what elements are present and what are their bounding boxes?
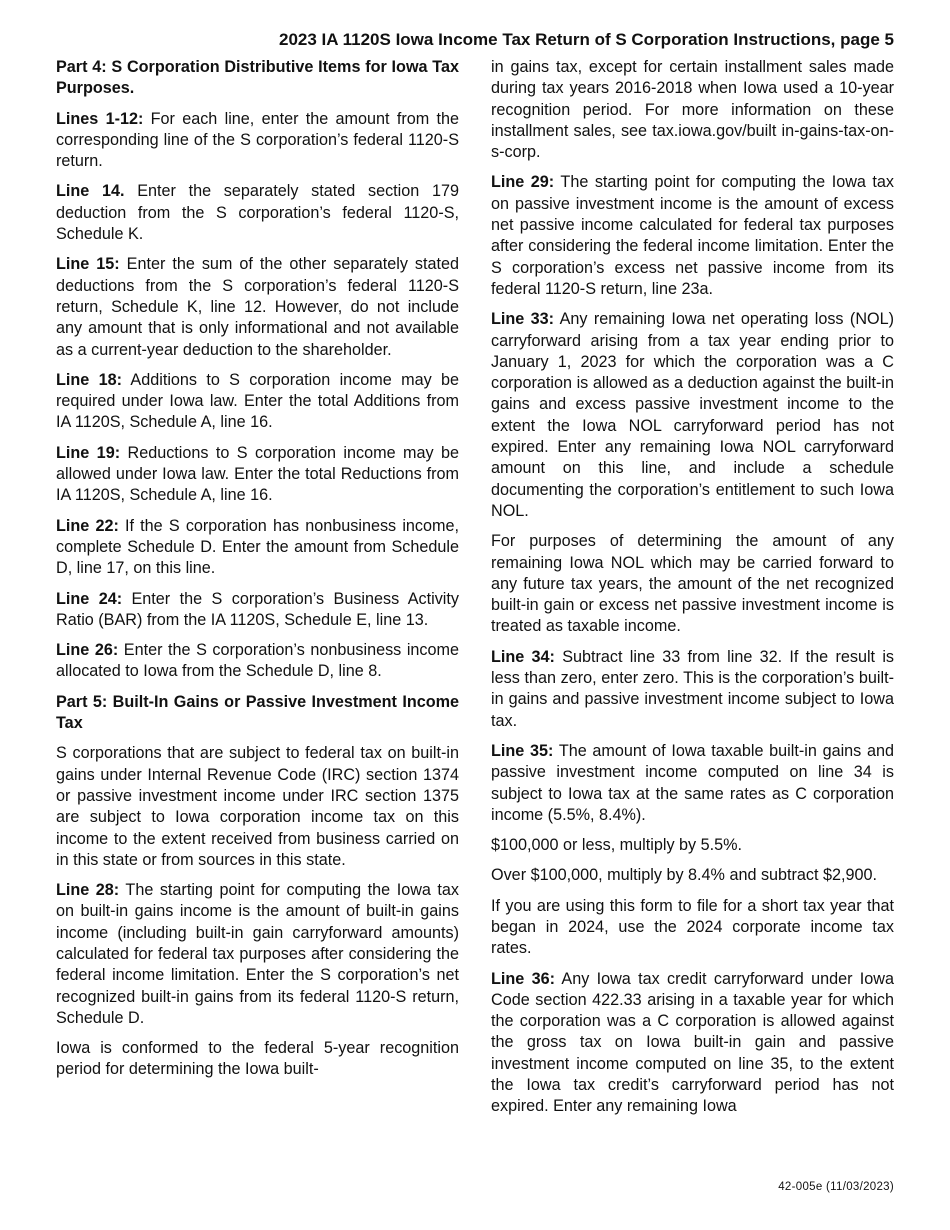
part5-intro: S corporations that are subject to federal tax on built-in gains under Internal Revenue Code (IRC) section 1374 or passive investment income under IRC section 1375 are subject to Iowa corporation income tax on this income to the extent received from business carried on in this state or from sources in this state. xyxy=(56,744,459,869)
rate-high-paragraph: Over $100,000, multiply by 8.4% and subtract $2,900. xyxy=(491,866,878,885)
form-code: 42-005e (11/03/2023) xyxy=(778,1181,894,1193)
line-29-label: Line 29: xyxy=(491,173,555,192)
line-24-label: Line 24: xyxy=(56,589,123,608)
line-15-paragraph xyxy=(56,254,459,360)
right-column xyxy=(491,57,894,1118)
line-28-label: Line 28: xyxy=(56,881,120,900)
nol-purposes-paragraph: For purposes of determining the amount of any remaining Iowa NOL which may be carried forward to any future tax years, the amount of the net recognized built-in gain or excess net passive investment income is treated as taxable income. xyxy=(491,532,894,636)
line-26-paragraph xyxy=(56,640,459,683)
line-14-text: Enter the separately stated section 179 deduction from the S corporation’s federal 1120-S, Schedule K. xyxy=(56,182,459,244)
line-34-label: Line 34: xyxy=(491,647,555,666)
built-in-gains-link[interactable]: tax.iowa.gov/built in-gains-tax-on-s-corp xyxy=(491,121,894,162)
line-18-label: Line 18: xyxy=(56,370,122,389)
line-19-label: Line 19: xyxy=(56,443,121,462)
left-column xyxy=(56,57,459,1081)
lines-1-12-label: Lines 1-12: xyxy=(56,109,144,128)
part4-heading: Part 4: S Corporation Distributive Items for Iowa Tax Purposes. xyxy=(56,58,459,98)
line-29-text: The starting point for computing the Iowa tax on passive investment income is the amount of excess net passive income calculated for federal tax purposes after considering the federal income limitation. Enter the S corporation’s excess net passive income from its federal 1120-S return, line 23a. xyxy=(491,173,895,298)
line-36-text: Any Iowa tax credit carryforward under Iowa Code section 422.33 arising in a taxable year for which the corporation was a C corporation is allowed against the gross tax on Iowa built-in gain and passive investment income computed on line 35, to the extent the Iowa tax credit’s carryforward period has not expired. Enter any remaining Iowa xyxy=(491,969,894,1116)
line-35-paragraph xyxy=(491,741,894,826)
lines-1-12-paragraph xyxy=(56,109,459,173)
part5-heading: Part 5: Built-In Gains or Passive Investment Income Tax xyxy=(56,692,459,733)
line-36-paragraph xyxy=(491,969,894,1118)
line-28-text: The starting point for computing the Iowa tax on built-in gains income is the amount of built-in gains income (including built-in gain carryforward amounts) calculated for federal tax purposes after considering the federal income limitation. Enter the S corporation’s net recognized built-in gains from its federal 1120-S return, Schedule D. xyxy=(56,881,460,1027)
continued-text: in gains tax, except for certain installment sales made during tax years 2016-2018 when Iowa used a 10-year recognition period. For more information on these installment sales, see xyxy=(491,58,894,140)
line-26-label: Line 26: xyxy=(56,641,119,660)
line-18-paragraph xyxy=(56,370,459,434)
line-15-text: Enter the sum of the other separately stated deductions from the S corporation’s federal 1120-S return, Schedule K, line 12. However, do not include any amount that is only informational and not available as a current-year deduction to the shareholder. xyxy=(56,255,460,359)
link-suffix: . xyxy=(535,143,541,162)
short-year-paragraph: If you are using this form to file for a short tax year that began in 2024, use the 2024 corporate income tax rates. xyxy=(491,896,894,958)
line-22-label: Line 22: xyxy=(56,516,119,535)
line-36-label: Line 36: xyxy=(491,969,555,988)
line-33-label: Line 33: xyxy=(491,310,555,329)
line-34-text: Subtract line 33 from line 32. If the result is less than zero, enter zero. This is the corporation’s built-in gains and passive investment income subject to Iowa tax. xyxy=(491,647,895,730)
line-15-label: Line 15: xyxy=(56,255,120,274)
line-24-paragraph xyxy=(56,589,459,632)
page-title: 2023 IA 1120S Iowa Income Tax Return of S Corporation Instructions, page 5 xyxy=(279,30,894,49)
line-34-paragraph xyxy=(491,647,894,732)
line-18-text: Additions to S corporation income may be required under Iowa law. Enter the total Additions from IA 1120S, Schedule A, line 16. xyxy=(56,370,459,432)
line-28-paragraph xyxy=(56,880,459,1029)
lines-1-12-text: For each line, enter the amount from the corresponding line of the S corporation’s federal 1120-S return. xyxy=(56,109,459,171)
continued-paragraph xyxy=(491,57,894,163)
line-22-text: If the S corporation has nonbusiness income, complete Schedule D. Enter the amount from Schedule D, line 17, on this line. xyxy=(56,516,459,578)
rate-low-paragraph: $100,000 or less, multiply by 5.5%. xyxy=(491,836,743,855)
line-33-paragraph xyxy=(491,309,894,522)
line-33-text: Any remaining Iowa net operating loss (NOL) carryforward arising from a tax year ending prior to January 1, 2023 for which the corporation was a C corporation is allowed as a deduction against the built-in gains and excess passive investment income to the extent the Iowa NOL carryforward period has not expired. Enter any remaining Iowa NOL carryforward amount on this line, and include a schedule documenting the corporation’s entitlement to such Iowa NOL. xyxy=(491,310,894,520)
line-19-paragraph xyxy=(56,443,459,507)
line-29-paragraph xyxy=(491,172,894,300)
line-14-paragraph xyxy=(56,181,459,245)
line-35-text: The amount of Iowa taxable built-in gains and passive investment income computed on line 34 is subject to Iowa tax at the same rates as C corporation income (5.5%, 8.4%). xyxy=(491,741,894,824)
line-26-text: Enter the S corporation’s nonbusiness income allocated to Iowa from the Schedule D, line 8. xyxy=(56,641,460,681)
line-22-paragraph xyxy=(56,516,459,580)
line-14-label: Line 14. xyxy=(56,182,125,201)
line-35-label: Line 35: xyxy=(491,741,554,760)
line-24-text: Enter the S corporation’s Business Activity Ratio (BAR) from the IA 1120S, Schedule E, line 13. xyxy=(56,589,459,629)
iowa-conformed-paragraph: Iowa is conformed to the federal 5-year recognition period for determining the Iowa built- xyxy=(56,1039,459,1079)
line-19-text: Reductions to S corporation income may be allowed under Iowa law. Enter the total Reductions from IA 1120S, Schedule A, line 16. xyxy=(56,443,459,505)
